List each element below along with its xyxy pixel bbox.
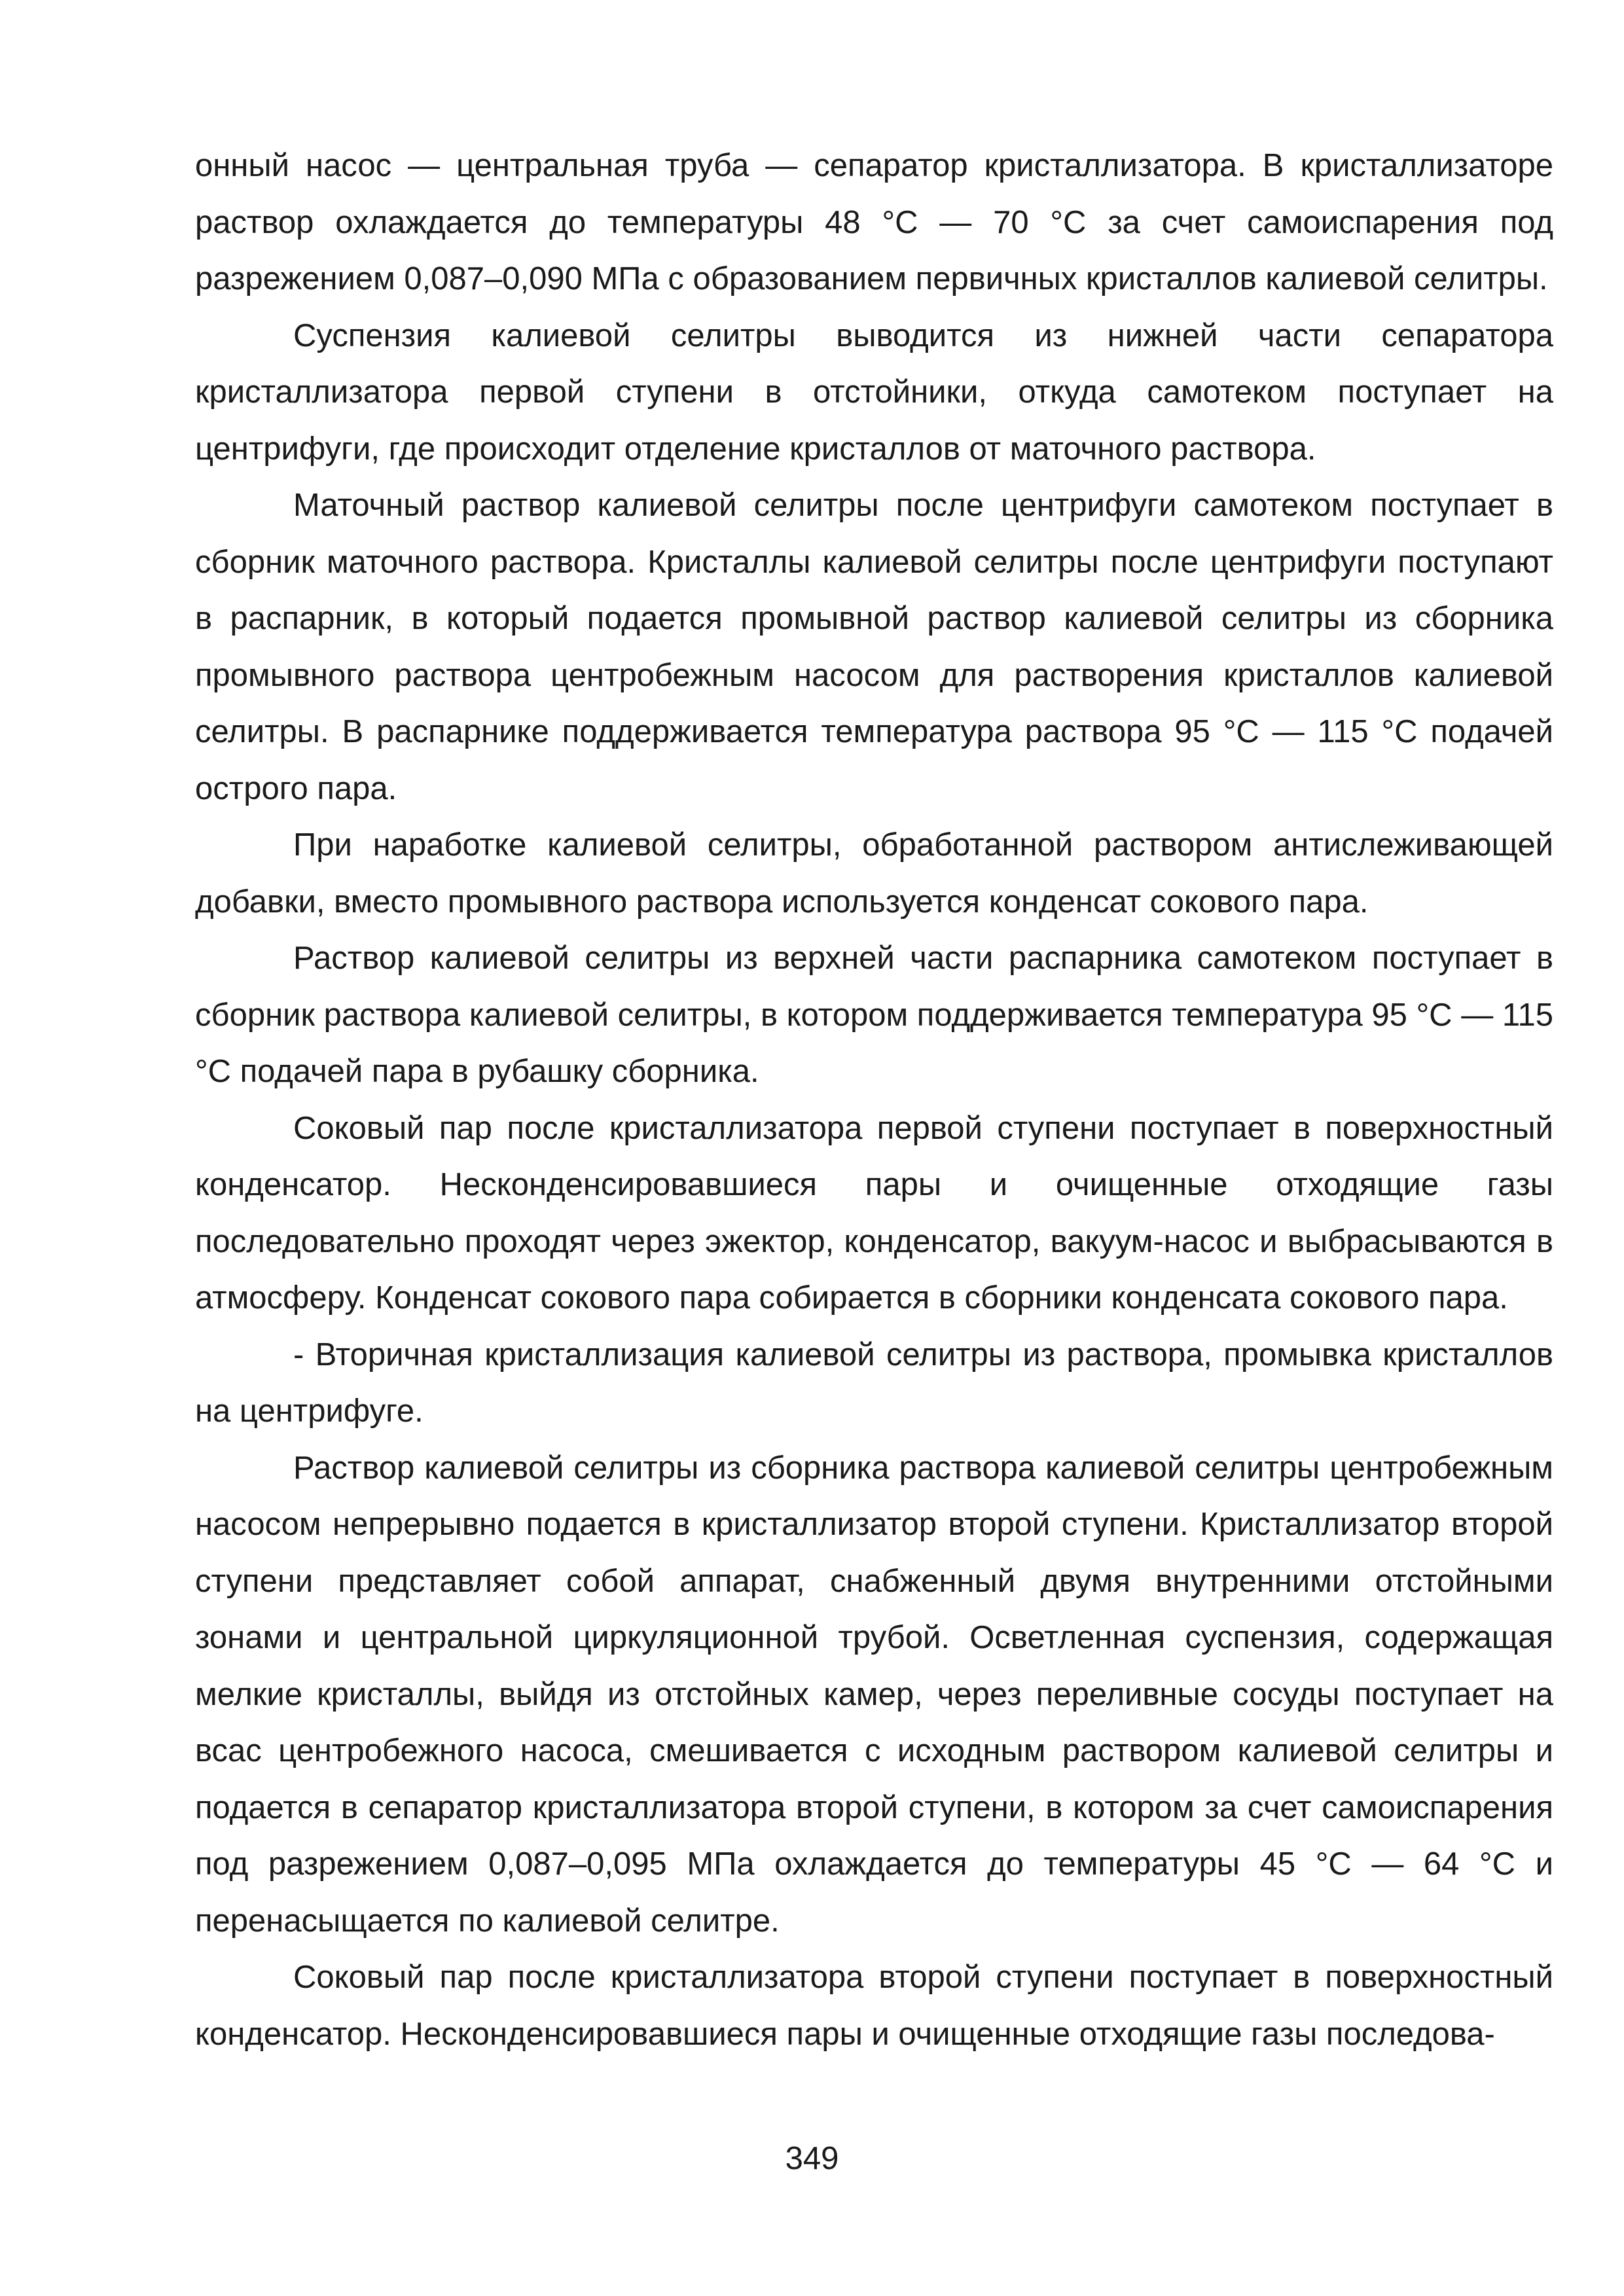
body-text bbox=[195, 137, 1553, 2062]
paragraph-mother-liquor: Маточный раствор калиевой селитры после центрифуги самотеком поступает в сборник маточного раствора. Кристаллы калиевой селитры после центрифуги поступают в распарник, в который подается промывной раствор калиевой селитры из сборника промывного раствора центробежным насосом для растворения кристаллов калиевой селитры. В распарнике поддерживается температура раствора 95 °С — 115 °С подачей острого пара. bbox=[195, 488, 1553, 806]
paragraph-solution-collector: Раствор калиевой селитры из верхней части распарника самотеком поступает в сборник раствора калиевой селитры, в котором поддерживается температура 95 °С — 115 °С подачей пара в рубашку сборника. bbox=[195, 941, 1553, 1089]
paragraph-second-stage-crystallizer: Раствор калиевой селитры из сборника раствора калиевой селитры центробежным насосом непрерывно подается в кристаллизатор второй ступени. Кристаллизатор второй ступени представляет собой аппарат, снабженный двумя внутренними отстойными зонами и центральной циркуляционной трубой. Осветленная суспензия, содержащая мелкие кристаллы, выйдя из отстойных камер, через переливные сосуды поступает на всас центробежного насоса, смешивается с исходным раствором калиевой селитры и подается в сепаратор кристаллизатора второй ступени, в котором за счет самоиспарения под разрежением 0,087–0,095 МПа охлаждается до температуры 45 °С — 64 °С и перенасыщается по калиевой селитре. bbox=[195, 1450, 1553, 1939]
paragraph-continuation: онный насос — центральная труба — сепаратор кристаллизатора. В кристаллизаторе раствор охлаждается до температуры 48 °С — 70 °С за счет самоиспарения под разрежением 0,087–0,090 МПа с образованием первичных кристаллов калиевой селитры. bbox=[195, 148, 1553, 296]
paragraph-juice-steam-second-stage: Соковый пар после кристаллизатора второй ступени поступает в поверхностный конденсатор. Несконденсировавшиеся пары и очищенные отходящие газы последова- bbox=[195, 1960, 1553, 2052]
paragraph-secondary-crystallization: - Вторичная кристаллизация калиевой селитры из раствора, промывка кристаллов на центрифуге. bbox=[195, 1336, 1553, 1429]
page-number: 349 bbox=[785, 2141, 839, 2176]
paragraph-anticaking: При наработке калиевой селитры, обработанной раствором антислеживающей добавки, вместо промывного раствора используется конденсат сокового пара. bbox=[195, 827, 1553, 920]
paragraph-suspension: Суспензия калиевой селитры выводится из нижней части сепаратора кристаллизатора первой ступени в отстойники, откуда самотеком поступает на центрифуги, где происходит отделение кристаллов от маточного раствора. bbox=[195, 317, 1553, 467]
paragraph-juice-steam-first-stage: Соковый пар после кристаллизатора первой ступени поступает в поверхностный конденсатор. Несконденсировавшиеся пары и очищенные отходящие газы последовательно проходят через эжектор, конденсатор, вакуум-насос и выбрасываются в атмосферу. Конденсат сокового пара собирается в сборники конденсата сокового пара. bbox=[195, 1110, 1553, 1316]
